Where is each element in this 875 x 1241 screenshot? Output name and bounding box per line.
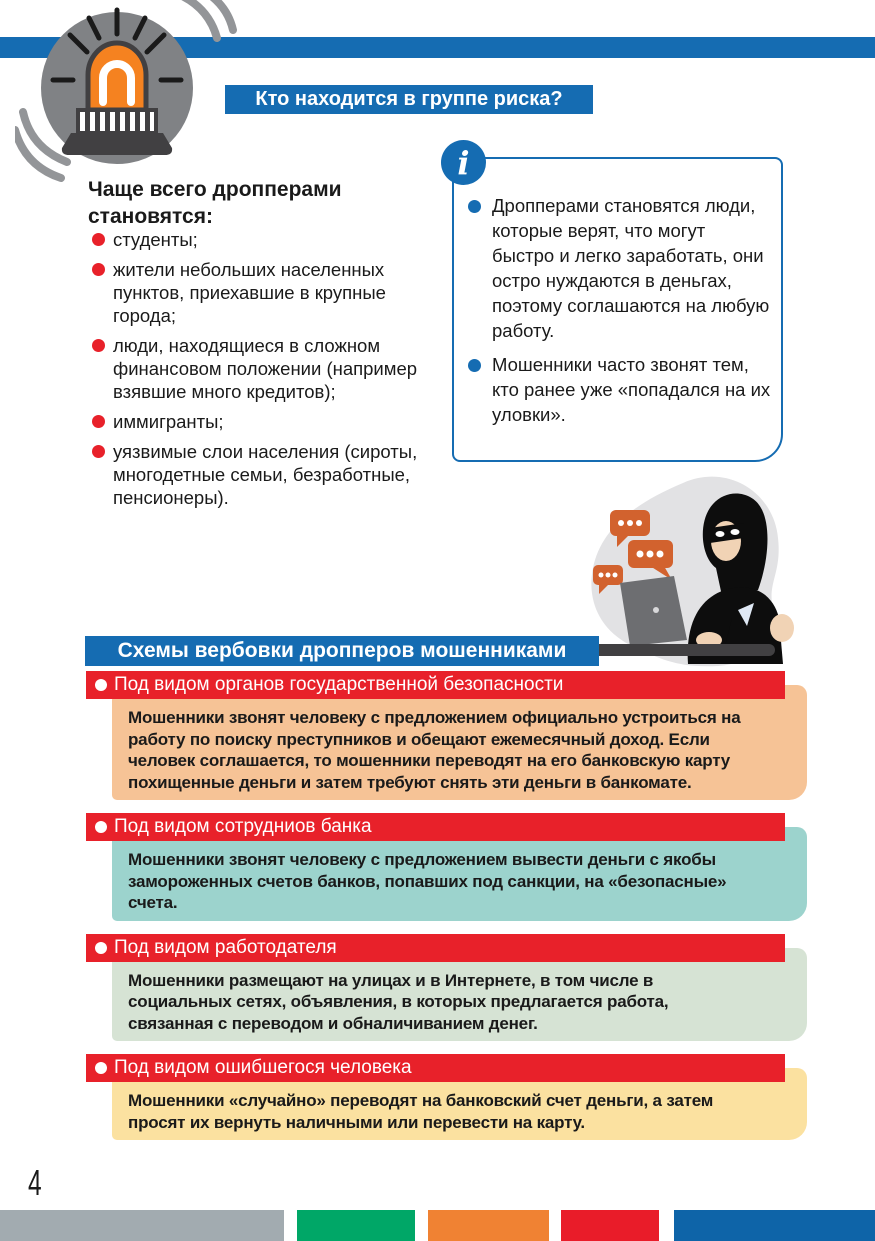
bullet-icon xyxy=(92,233,105,246)
info-list xyxy=(468,193,771,427)
list-item xyxy=(468,193,771,343)
list-item xyxy=(88,228,418,251)
list-item xyxy=(88,334,418,403)
scheme-body-text: Мошенники звонят человеку с предложением вывести деньги с якобы замороженных счетов банков, попавших под санкции, на «безопасные» счета. xyxy=(128,850,727,912)
scheme-item xyxy=(86,934,808,1042)
info-icon-glyph: i xyxy=(457,143,470,182)
footer-bar xyxy=(297,1210,415,1241)
footer-bar xyxy=(674,1210,875,1241)
footer-bar xyxy=(0,1210,284,1241)
scheme-body xyxy=(112,827,807,921)
footer-bar xyxy=(428,1210,549,1241)
bullet-icon xyxy=(92,339,105,352)
list-item-text: Дропперами становятся люди, которые верят, что могут быстро и легко заработать, они остро нуждаются в деньгах, поэтому соглашаются на любую работу. xyxy=(492,195,770,341)
bullet-icon xyxy=(92,415,105,428)
scammer-illustration xyxy=(568,468,798,673)
section-title-risk-group xyxy=(225,85,593,114)
schemes-list xyxy=(86,671,808,1153)
scheme-body xyxy=(112,685,807,800)
scheme-body-text: Мошенники звонят человеку с предложением официально устроиться на работу по поиску преступников и обещают ежемесячный доход. Если человек соглашается, то мошенники переводят на его банковскую карту похищенные деньги и затем требуют снять эти деньги в банкомате. xyxy=(128,708,741,792)
scheme-body-text: Мошенники «случайно» переводят на банковский счет деньги, а затем просят их вернуть наличными или перевести на карту. xyxy=(128,1091,714,1132)
list-item-text: люди, находящиеся в сложном финансовом положении (например взявшие много кредитов); xyxy=(113,335,418,402)
section-title-schemes xyxy=(85,636,599,666)
risk-list-heading: Чаще всего дропперами становятся: xyxy=(88,178,342,228)
bullet-icon xyxy=(95,942,107,954)
scheme-body xyxy=(112,948,807,1042)
scheme-title-bar xyxy=(86,671,785,699)
bullet-icon xyxy=(95,1062,107,1074)
list-item-text: иммигранты; xyxy=(113,411,224,432)
page-number: 4 xyxy=(28,1162,42,1203)
bullet-icon xyxy=(468,359,481,372)
scheme-body-text: Мошенники размещают на улицах и в Интернете, в том числе в социальных сетях, объявления, в которых предлагается работа, связанная с переводом и обналичиванием денег. xyxy=(128,970,669,1033)
scheme-item xyxy=(86,813,808,921)
scheme-item xyxy=(86,1054,808,1140)
bullet-icon xyxy=(92,445,105,458)
risk-list xyxy=(88,228,418,516)
scheme-title-text: Под видом органов государственной безопасности xyxy=(114,674,564,695)
scheme-title-text: Под видом сотрудниов банка xyxy=(114,816,372,837)
scheme-title-bar xyxy=(86,813,785,841)
info-icon xyxy=(441,140,486,185)
list-item-text: студенты; xyxy=(113,229,198,250)
section-title-text: Схемы вербовки дропперов мошенниками xyxy=(117,639,567,662)
scheme-item xyxy=(86,671,808,800)
section-title-text: Кто находится в группе риска? xyxy=(255,88,563,110)
list-item-text: жители небольших населенных пунктов, приехавшие в крупные города; xyxy=(113,259,386,326)
scheme-title-text: Под видом работодателя xyxy=(114,936,337,958)
footer-bar xyxy=(561,1210,659,1241)
bullet-icon xyxy=(468,200,481,213)
bullet-icon xyxy=(92,263,105,276)
list-item-text: уязвимые слои населения (сироты, многодетные семьи, безработные, пенсионеры). xyxy=(113,441,418,508)
bullet-icon xyxy=(95,821,107,833)
scheme-title-bar xyxy=(86,934,785,962)
info-callout xyxy=(452,143,783,462)
scheme-title-bar xyxy=(86,1054,785,1082)
list-item xyxy=(468,352,771,427)
bullet-icon xyxy=(95,679,107,691)
list-item xyxy=(88,258,418,327)
list-item xyxy=(88,440,418,509)
siren-alarm-icon xyxy=(15,0,245,195)
list-item xyxy=(88,410,418,433)
list-item-text: Мошенники часто звонят тем, кто ранее уже «попадался на их уловки». xyxy=(492,354,771,425)
scheme-title-text: Под видом ошибшегося человека xyxy=(114,1057,412,1078)
